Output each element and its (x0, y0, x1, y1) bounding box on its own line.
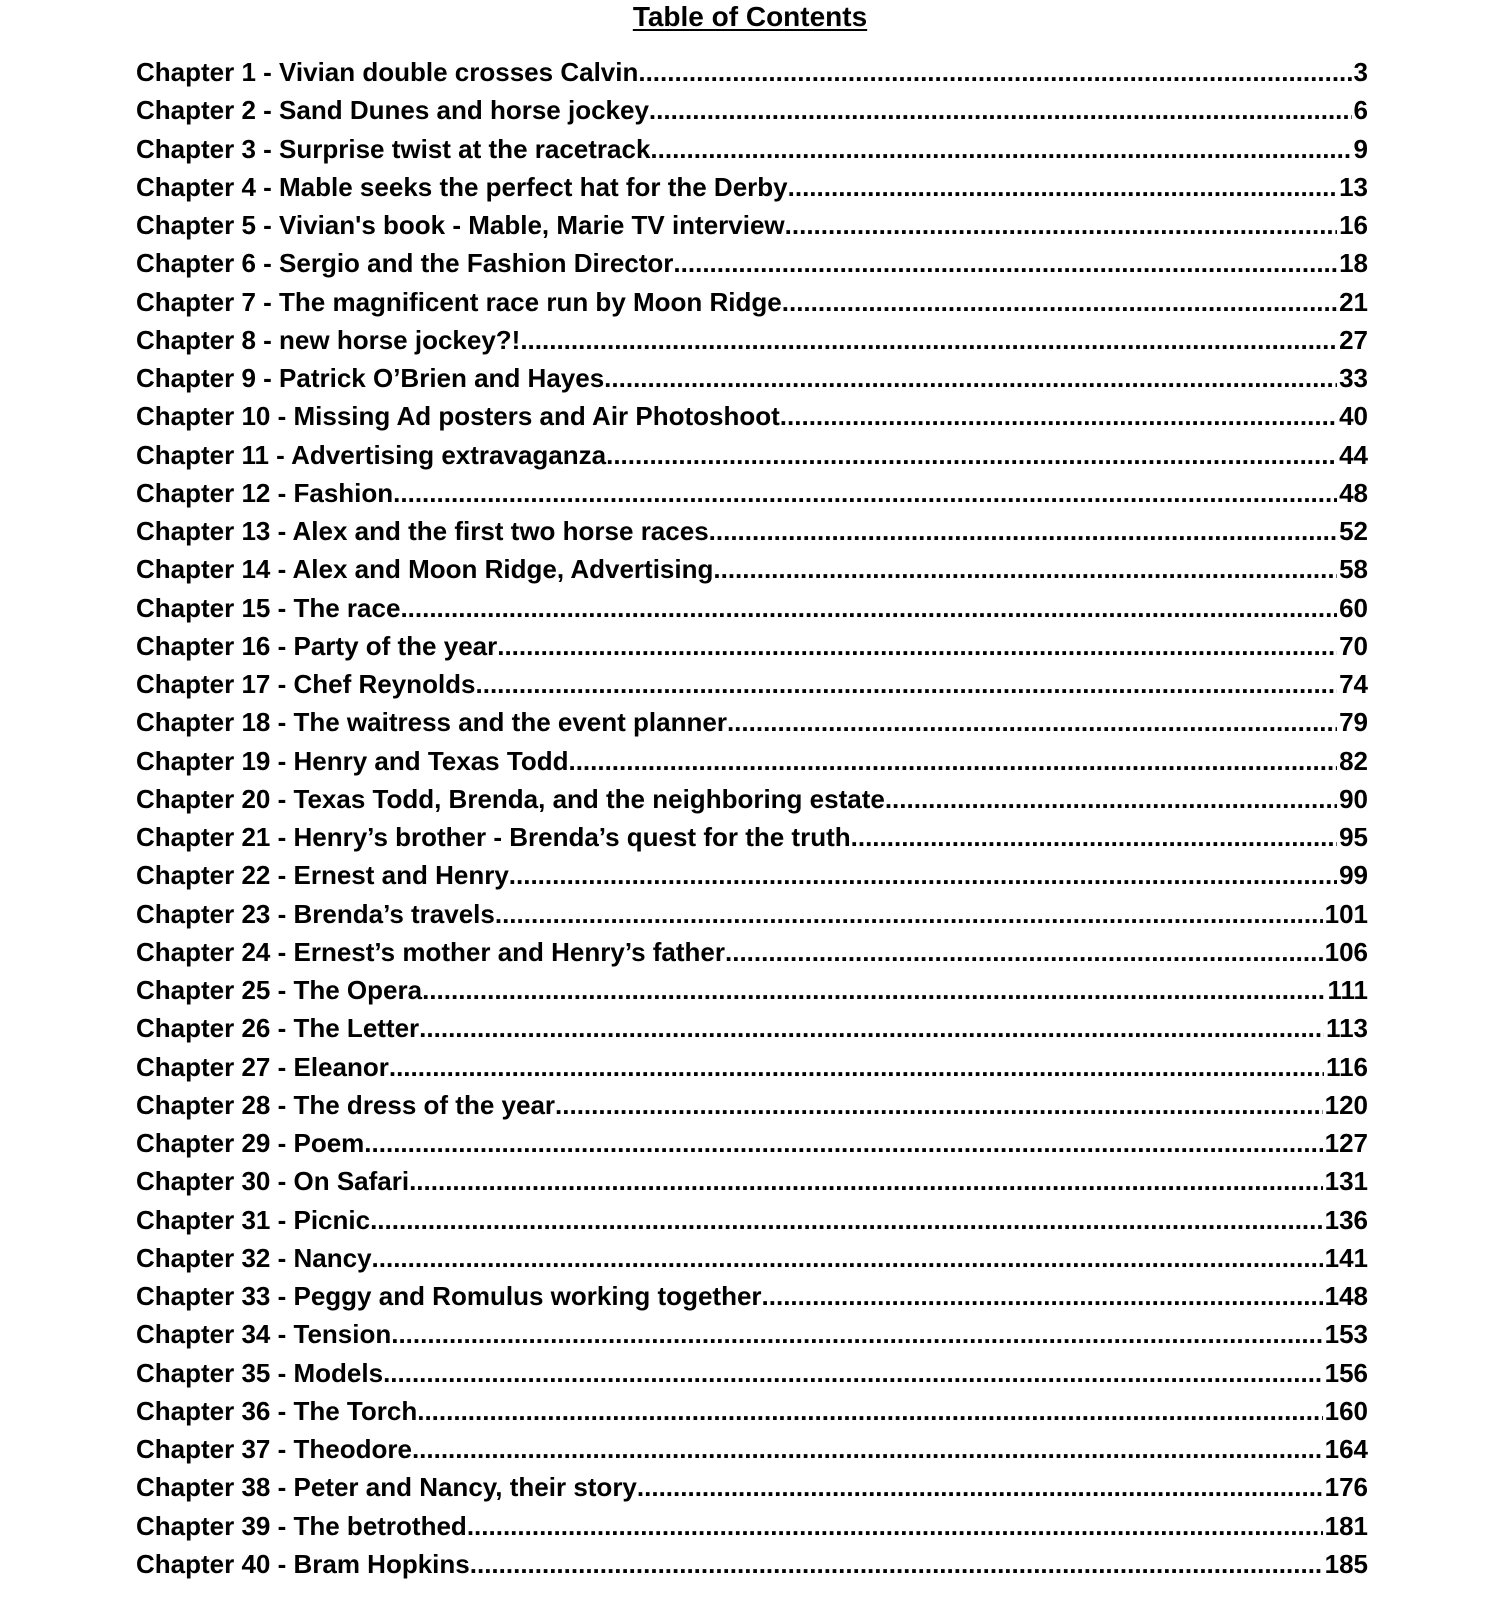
toc-dot-leader (470, 1545, 1323, 1583)
toc-dot-leader (417, 1392, 1322, 1430)
toc-entry-page-number: 101 (1324, 898, 1368, 929)
toc-dot-leader (782, 283, 1337, 321)
toc-entry-page-number: 164 (1324, 1434, 1368, 1464)
toc-entry[interactable] (136, 895, 1368, 933)
toc-dot-leader (419, 1009, 1324, 1047)
toc-dot-leader (370, 1201, 1323, 1239)
toc-entry-page-number: 99 (1339, 860, 1368, 891)
toc-dot-leader (497, 627, 1337, 665)
toc-entry[interactable] (136, 1086, 1368, 1124)
toc-dot-leader (785, 206, 1337, 244)
toc-entry-title: Chapter 24 - Ernest’s mother and Henry’s father (136, 936, 726, 967)
toc-entry-title: Chapter 22 - Ernest and Henry (136, 860, 509, 891)
toc-entry-page-number: 74 (1339, 669, 1368, 699)
toc-entry-title: Chapter 1 - Vivian double crosses Calvin (136, 57, 639, 87)
toc-entry-page-number: 82 (1339, 745, 1368, 776)
toc-entry-page-number: 185 (1324, 1548, 1368, 1579)
toc-entry-title: Chapter 18 - The waitress and the event planner (136, 707, 727, 738)
toc-entry-title: Chapter 15 - The race (136, 592, 401, 623)
toc-entry-title: Chapter 7 - The magnificent race run by Moon Ridge (136, 286, 782, 317)
toc-entry-page-number: 120 (1324, 1089, 1368, 1120)
toc-entry[interactable] (136, 1507, 1368, 1545)
toc-entry-title: Chapter 40 - Bram Hopkins (136, 1548, 470, 1579)
toc-title: Table of Contents (632, 1, 868, 32)
toc-dot-leader (495, 895, 1323, 933)
toc-entry[interactable] (136, 589, 1368, 627)
toc-dot-leader (364, 1124, 1322, 1162)
toc-entry-title: Chapter 30 - On Safari (136, 1166, 410, 1197)
toc-dot-leader (520, 321, 1337, 359)
toc-entry-title: Chapter 26 - The Letter (136, 1013, 420, 1044)
toc-entry[interactable] (136, 550, 1368, 588)
toc-entry[interactable] (136, 512, 1368, 550)
toc-entry-title: Chapter 33 - Peggy and Romulus working together (136, 1281, 762, 1311)
toc-entry-page-number: 106 (1324, 936, 1368, 967)
toc-entry[interactable] (136, 283, 1368, 321)
toc-entry-page-number: 18 (1339, 248, 1368, 279)
toc-dot-leader (885, 780, 1337, 818)
toc-dot-leader (725, 933, 1323, 971)
toc-entry-title: Chapter 32 - Nancy (136, 1242, 372, 1273)
toc-entry[interactable] (136, 359, 1368, 397)
toc-entry-title: Chapter 29 - Poem (136, 1128, 365, 1158)
toc-entry[interactable] (136, 206, 1368, 244)
toc-entry-page-number: 156 (1324, 1357, 1368, 1388)
toc-entry[interactable] (136, 244, 1368, 282)
toc-entry-title: Chapter 3 - Surprise twist at the racetrack (136, 133, 651, 164)
toc-dot-leader (709, 512, 1337, 550)
toc-entry-title: Chapter 23 - Brenda’s travels (136, 898, 495, 929)
toc-entry[interactable] (136, 1201, 1368, 1239)
toc-entry[interactable] (136, 436, 1368, 474)
toc-entry-page-number: 148 (1324, 1281, 1368, 1311)
toc-entry[interactable] (136, 1430, 1368, 1468)
toc-entry-page-number: 176 (1324, 1472, 1368, 1503)
toc-entry-page-number: 111 (1327, 975, 1368, 1005)
toc-entry-title: Chapter 36 - The Torch (136, 1395, 418, 1426)
toc-entry-title: Chapter 14 - Alex and Moon Ridge, Advertising (136, 554, 714, 585)
toc-entry-title: Chapter 16 - Party of the year (136, 630, 498, 661)
toc-entry-page-number: 95 (1339, 822, 1368, 852)
toc-entry-title: Chapter 31 - Picnic (136, 1204, 371, 1235)
toc-entry-title: Chapter 21 - Henry’s brother - Brenda’s quest for the truth (136, 822, 851, 852)
toc-dot-leader (400, 589, 1337, 627)
toc-entry-page-number: 27 (1339, 324, 1368, 355)
toc-entry[interactable] (136, 1009, 1368, 1047)
toc-entry-title: Chapter 37 - Theodore (136, 1434, 412, 1464)
toc-entry[interactable] (136, 1162, 1368, 1200)
toc-entry-page-number: 58 (1339, 554, 1368, 585)
toc-entry-title: Chapter 8 - new horse jockey?! (136, 324, 521, 355)
toc-dot-leader (509, 856, 1337, 894)
toc-entry-title: Chapter 17 - Chef Reynolds (136, 669, 476, 699)
toc-list (136, 53, 1368, 1583)
toc-entry-title: Chapter 11 - Advertising extravaganza (136, 439, 607, 470)
toc-dot-leader (673, 244, 1337, 282)
toc-entry-title: Chapter 38 - Peter and Nancy, their story (136, 1472, 637, 1503)
toc-dot-leader (638, 53, 1351, 91)
toc-dot-leader (649, 91, 1352, 129)
toc-dot-leader (604, 359, 1337, 397)
toc-entry[interactable] (136, 1392, 1368, 1430)
toc-dot-leader (851, 818, 1337, 856)
toc-dot-leader (650, 130, 1351, 168)
toc-entry-title: Chapter 28 - The dress of the year (136, 1089, 556, 1120)
toc-entry[interactable] (136, 1124, 1368, 1162)
toc-dot-leader (409, 1162, 1323, 1200)
toc-entry-page-number: 52 (1339, 516, 1368, 546)
toc-entry-title: Chapter 35 - Models (136, 1357, 384, 1388)
toc-dot-leader (727, 703, 1337, 741)
toc-entry[interactable] (136, 168, 1368, 206)
toc-entry[interactable] (136, 397, 1368, 435)
toc-dot-leader (372, 1239, 1323, 1277)
toc-entry[interactable] (136, 474, 1368, 512)
toc-entry-page-number: 44 (1339, 439, 1368, 470)
toc-entry[interactable] (136, 971, 1368, 1009)
toc-entry-page-number: 21 (1339, 286, 1368, 317)
toc-entry-page-number: 160 (1324, 1395, 1368, 1426)
toc-entry-page-number: 127 (1324, 1128, 1368, 1158)
toc-dot-leader (713, 550, 1337, 588)
toc-entry[interactable] (136, 91, 1368, 129)
toc-dot-leader (476, 665, 1338, 703)
toc-entry[interactable] (136, 818, 1368, 856)
toc-entry-page-number: 60 (1339, 592, 1368, 623)
toc-dot-leader (391, 1315, 1322, 1353)
toc-entry[interactable] (136, 1239, 1368, 1277)
toc-entry[interactable] (136, 1354, 1368, 1392)
toc-entry[interactable] (136, 665, 1368, 703)
toc-entry-page-number: 70 (1339, 630, 1368, 661)
toc-entry-title: Chapter 27 - Eleanor (136, 1051, 389, 1082)
toc-dot-leader (422, 971, 1325, 1009)
toc-entry-page-number: 116 (1326, 1051, 1368, 1082)
toc-dot-leader (393, 474, 1337, 512)
toc-entry-page-number: 79 (1339, 707, 1368, 738)
toc-dot-leader (383, 1354, 1323, 1392)
toc-entry-title: Chapter 10 - Missing Ad posters and Air Photoshoot (136, 401, 780, 432)
toc-entry-title: Chapter 20 - Texas Todd, Brenda, and the neighboring estate (136, 783, 885, 814)
toc-entry-title: Chapter 13 - Alex and the first two horse races (136, 516, 709, 546)
toc-entry-title: Chapter 39 - The betrothed (136, 1510, 467, 1541)
toc-entry-page-number: 16 (1339, 210, 1368, 240)
toc-entry-title: Chapter 19 - Henry and Texas Todd (136, 745, 569, 776)
toc-dot-leader (555, 1086, 1323, 1124)
toc-dot-leader (788, 168, 1337, 206)
toc-dot-leader (467, 1507, 1323, 1545)
toc-entry[interactable] (136, 780, 1368, 818)
toc-entry[interactable] (136, 1315, 1368, 1353)
toc-entry-title: Chapter 5 - Vivian's book - Mable, Marie TV interview (136, 210, 785, 240)
toc-entry[interactable] (136, 321, 1368, 359)
toc-entry-page-number: 3 (1353, 57, 1368, 87)
toc-entry[interactable] (136, 130, 1368, 168)
toc-entry-title: Chapter 9 - Patrick O’Brien and Hayes (136, 363, 605, 393)
toc-entry-page-number: 90 (1339, 783, 1368, 814)
toc-dot-leader (389, 1048, 1324, 1086)
toc-entry-page-number: 13 (1339, 171, 1368, 202)
toc-entry-page-number: 113 (1326, 1013, 1368, 1044)
toc-entry-title: Chapter 4 - Mable seeks the perfect hat for the Derby (136, 171, 788, 202)
toc-dot-leader (637, 1468, 1323, 1506)
toc-entry-page-number: 131 (1324, 1166, 1368, 1197)
toc-entry-title: Chapter 34 - Tension (136, 1319, 392, 1350)
toc-entry[interactable] (136, 627, 1368, 665)
toc-entry-page-number: 141 (1324, 1242, 1368, 1273)
toc-entry[interactable] (136, 856, 1368, 894)
toc-entry-page-number: 33 (1339, 363, 1368, 393)
toc-entry-page-number: 181 (1324, 1510, 1368, 1541)
toc-dot-leader (606, 436, 1337, 474)
toc-entry-title: Chapter 12 - Fashion (136, 477, 394, 508)
toc-dot-leader (780, 397, 1337, 435)
toc-entry[interactable] (136, 742, 1368, 780)
toc-entry[interactable] (136, 1545, 1368, 1583)
toc-entry-page-number: 9 (1353, 133, 1368, 164)
toc-entry-page-number: 136 (1324, 1204, 1368, 1235)
toc-entry-title: Chapter 6 - Sergio and the Fashion Director (136, 248, 674, 279)
toc-entry-title: Chapter 2 - Sand Dunes and horse jockey (136, 95, 649, 126)
toc-entry-page-number: 40 (1339, 401, 1368, 432)
toc-entry-page-number: 6 (1353, 95, 1368, 126)
toc-entry[interactable] (136, 703, 1368, 741)
toc-entry-page-number: 153 (1324, 1319, 1368, 1350)
toc-entry[interactable] (136, 1468, 1368, 1506)
toc-entry[interactable] (136, 933, 1368, 971)
toc-dot-leader (568, 742, 1337, 780)
toc-entry[interactable] (136, 1048, 1368, 1086)
toc-dot-leader (762, 1277, 1323, 1315)
toc-entry[interactable] (136, 1277, 1368, 1315)
toc-entry-page-number: 48 (1339, 477, 1368, 508)
toc-entry[interactable] (136, 53, 1368, 91)
toc-entry-title: Chapter 25 - The Opera (136, 975, 423, 1005)
toc-dot-leader (412, 1430, 1323, 1468)
